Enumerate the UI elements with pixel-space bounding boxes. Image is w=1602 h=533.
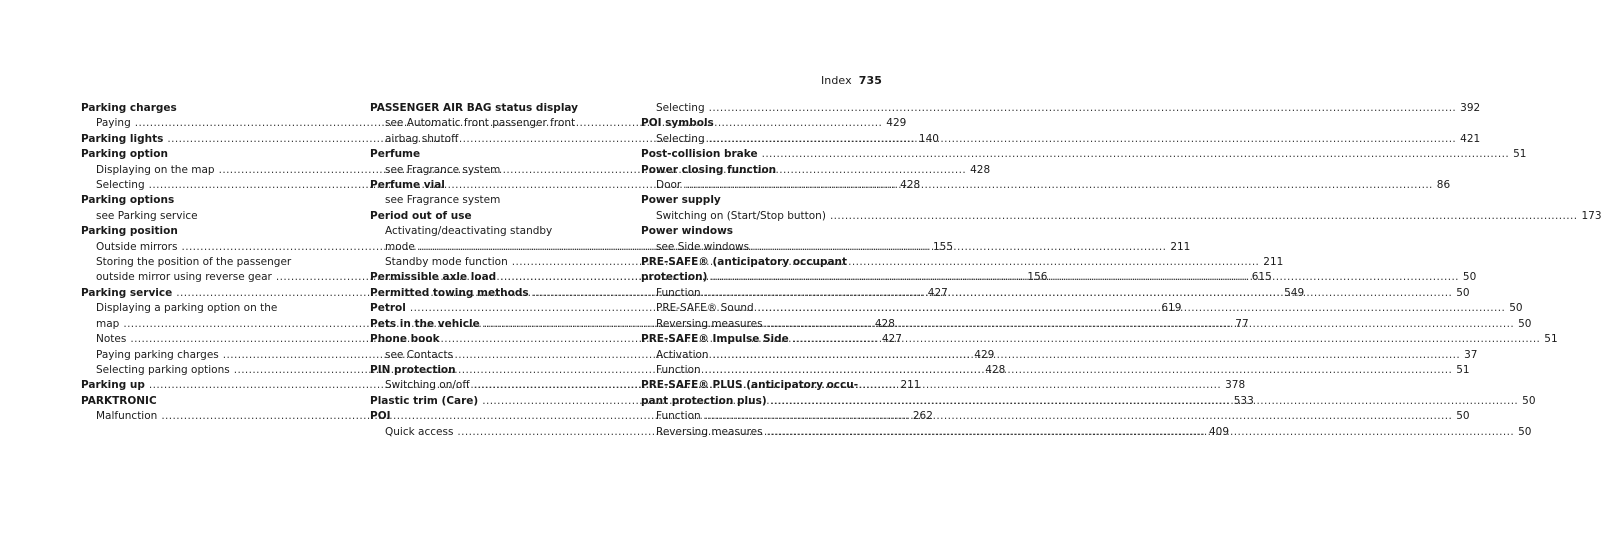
- entry-text: Activation: [656, 348, 709, 361]
- entry-page-number: 429: [886, 117, 907, 130]
- entry-text: Selecting: [656, 132, 705, 145]
- entry-text: Activating/deactivating standby: [385, 225, 553, 238]
- entry-text: Switching on/off: [385, 379, 470, 392]
- index-subentry: [641, 101, 1481, 116]
- index-subentry: [641, 240, 865, 255]
- entry-text: Paying: [96, 117, 131, 130]
- index-subentry: [641, 209, 1602, 224]
- entry-text: see Fragrance system: [385, 163, 501, 176]
- entry-text: Malfunction: [96, 410, 158, 423]
- entry-page-number: 51: [1456, 363, 1470, 376]
- entry-text: Quick access: [385, 425, 454, 438]
- entry-page-number: 211: [1263, 256, 1284, 269]
- entry-text: Outside mirrors: [96, 240, 178, 253]
- entry-page-number: 140: [918, 132, 939, 145]
- entry-text: POI symbols: [641, 117, 714, 130]
- entry-text: see Contacts: [385, 348, 454, 361]
- entry-text: see Parking service: [96, 209, 198, 222]
- entry-text: Power closing function: [641, 163, 777, 176]
- entry-page-number: 427: [927, 286, 948, 299]
- entry-text: mode: [385, 240, 415, 253]
- entry-page-number: 156: [1027, 271, 1048, 284]
- entry-page-number: 409: [1208, 425, 1229, 438]
- entry-text: Paying parking charges: [96, 348, 219, 361]
- entry-text: Parking option: [81, 148, 168, 161]
- index-subentry: [370, 132, 594, 147]
- index-entry: [370, 147, 594, 162]
- dot-leader: [767, 317, 1515, 332]
- entry-page-number: 421: [1460, 132, 1481, 145]
- entry-text: Parking up: [81, 379, 145, 392]
- index-entry: [641, 224, 865, 239]
- entry-text: PRE-SAFE® Sound: [656, 302, 754, 315]
- entry-text: Selecting: [96, 179, 145, 192]
- index-entry: [641, 255, 865, 270]
- dot-leader: [771, 394, 1519, 409]
- entry-text: PRE-SAFE® PLUS (anticipatory occu-: [641, 379, 859, 392]
- dot-leader: [762, 147, 1510, 162]
- entry-text: Parking options: [81, 194, 175, 207]
- entry-page-number: 77: [1235, 317, 1249, 330]
- index-entry: [641, 163, 865, 178]
- index-entry: [370, 363, 594, 378]
- dot-leader: [512, 255, 1260, 270]
- entry-page-number: 428: [900, 179, 921, 192]
- entry-text: PRE-SAFE® (anticipatory occupant: [641, 256, 848, 269]
- entry-text: Selecting parking options: [96, 363, 230, 376]
- index-entry: [81, 101, 305, 116]
- entry-text: Selecting: [656, 102, 705, 114]
- index-label: Index: [820, 74, 852, 87]
- entry-text: Parking position: [81, 225, 178, 238]
- page-number: 735: [858, 74, 882, 87]
- entry-text: Petrol: [370, 302, 406, 315]
- entry-page-number: 86: [1436, 179, 1451, 192]
- entry-page-number: 50: [1522, 394, 1536, 407]
- dot-leader: [767, 425, 1515, 440]
- entry-text: Reversing measures: [656, 317, 763, 330]
- entry-page-number: 50: [1518, 425, 1532, 438]
- entry-page-number: 50: [1509, 302, 1523, 315]
- index-subentry: [370, 116, 594, 131]
- entry-text: see Automatic front passenger front: [385, 117, 576, 130]
- entry-page-number: 427: [881, 333, 902, 346]
- entry-text: Parking charges: [81, 102, 177, 114]
- index-subentry: [370, 224, 594, 239]
- entry-text: Phone book: [370, 333, 440, 346]
- entry-text: PASSENGER AIR BAG status display: [370, 102, 579, 114]
- entry-text: Door: [656, 179, 682, 192]
- dot-leader: [705, 409, 1453, 424]
- entry-page-number: 429: [974, 348, 995, 361]
- entry-text: Storing the position of the passenger: [96, 256, 292, 269]
- entry-text: Notes: [96, 333, 127, 346]
- entry-text: Power supply: [641, 194, 721, 207]
- entry-text: Displaying a parking option on the: [96, 302, 278, 315]
- entry-text: airbag shutoff: [385, 132, 459, 145]
- entry-text: see Fragrance system: [385, 194, 501, 207]
- entry-text: Period out of use: [370, 209, 472, 222]
- dot-leader: [711, 270, 1459, 285]
- entry-page-number: 50: [1518, 317, 1532, 330]
- entry-page-number: 37: [1464, 348, 1478, 361]
- entry-page-number: 173: [1581, 209, 1602, 222]
- entry-page-number: 533: [1233, 394, 1254, 407]
- index-entry: [370, 409, 594, 424]
- entry-page-number: 428: [970, 163, 991, 176]
- index-subentry: [370, 193, 594, 208]
- entry-text: Perfume vial: [370, 179, 445, 192]
- entry-text: Reversing measures: [656, 425, 763, 438]
- index-entry: [370, 209, 594, 224]
- entry-text: PARKTRONIC: [81, 394, 157, 407]
- page-header: [821, 74, 882, 87]
- entry-text: Standby mode function: [385, 256, 508, 269]
- entry-page-number: 378: [1225, 379, 1246, 392]
- entry-text: map: [96, 317, 120, 330]
- entry-text: Parking service: [81, 286, 173, 299]
- entry-text: PRE-SAFE® Impulse Side: [641, 333, 789, 346]
- dot-leader: [685, 178, 1433, 193]
- dot-leader: [709, 101, 1457, 116]
- entry-text: POI: [370, 410, 391, 423]
- index-entry: [641, 193, 865, 208]
- entry-text: Switching on (Start/Stop button): [656, 209, 826, 222]
- entry-page-number: 50: [1462, 271, 1477, 284]
- entry-text: see Side windows: [656, 240, 750, 253]
- dot-leader: [758, 301, 1506, 316]
- entry-text: PIN protection: [370, 363, 456, 376]
- entry-page-number: 615: [1251, 271, 1272, 284]
- dot-leader: [705, 286, 1453, 301]
- entry-page-number: 619: [1161, 302, 1182, 315]
- entry-text: Plastic trim (Care): [370, 394, 479, 407]
- index-subentry: [81, 255, 305, 270]
- index-subentry: [81, 209, 305, 224]
- index-entry: [370, 101, 594, 116]
- entry-page-number: 392: [1460, 102, 1481, 114]
- dot-leader: [793, 332, 1541, 347]
- entry-text: protection): [641, 271, 708, 284]
- dot-leader: [705, 363, 1453, 378]
- entry-text: outside mirror using reverse gear: [96, 271, 272, 284]
- entry-text: Permissible axle load: [370, 271, 497, 284]
- index-entry: [81, 394, 305, 409]
- entry-page-number: 428: [985, 363, 1006, 376]
- entry-page-number: 262: [912, 410, 933, 423]
- dot-leader: [709, 132, 1457, 147]
- dot-leader: [713, 348, 1461, 363]
- entry-text: Perfume: [370, 148, 421, 161]
- dot-leader: [830, 209, 1578, 224]
- index-entry: [641, 378, 865, 393]
- index-entry: [641, 116, 865, 131]
- entry-page-number: 155: [933, 240, 954, 253]
- index-subentry: [81, 301, 305, 316]
- index-entry: [370, 332, 594, 347]
- index-entry: [641, 147, 1527, 162]
- index-entry: [370, 178, 594, 193]
- entry-text: Displaying on the map: [96, 163, 215, 176]
- entry-text: Pets in the vehicle: [370, 317, 480, 330]
- entry-page-number: 50: [1456, 286, 1470, 299]
- entry-text: pant protection plus): [641, 394, 767, 407]
- index-entry: [81, 147, 305, 162]
- entry-text: Function: [656, 286, 701, 299]
- index-entry: [81, 193, 305, 208]
- entry-page-number: 428: [874, 317, 895, 330]
- entry-text: Parking lights: [81, 132, 164, 145]
- index-subentry: [370, 163, 594, 178]
- entry-page-number: 51: [1513, 148, 1527, 161]
- index-entry: [81, 224, 305, 239]
- entry-text: Function: [656, 363, 701, 376]
- entry-text: Post-collision brake: [641, 148, 758, 161]
- entry-page-number: 211: [1170, 240, 1191, 253]
- entry-text: Power windows: [641, 225, 734, 238]
- entry-text: Permitted towing methods: [370, 286, 529, 299]
- entry-page-number: 51: [1544, 333, 1558, 346]
- entry-page-number: 549: [1284, 286, 1305, 299]
- index-subentry: [370, 348, 594, 363]
- entry-text: Function: [656, 410, 701, 423]
- entry-page-number: 211: [900, 379, 921, 392]
- entry-page-number: 50: [1456, 410, 1470, 423]
